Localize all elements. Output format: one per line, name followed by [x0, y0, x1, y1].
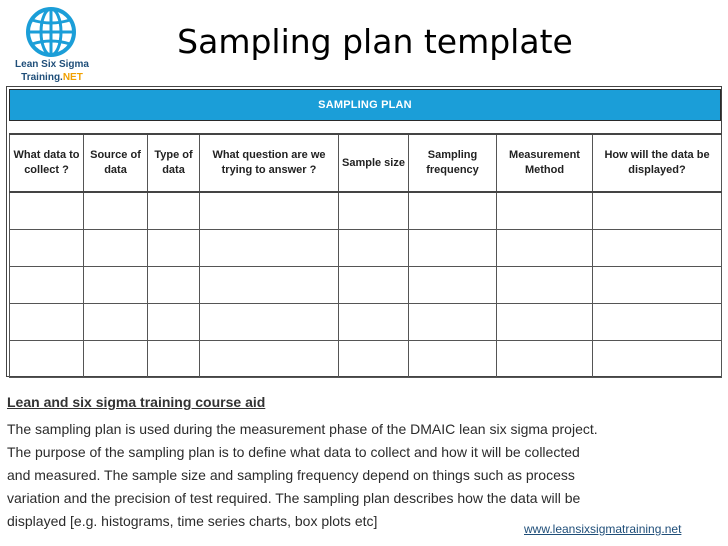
table-cell[interactable]	[497, 230, 593, 267]
table-cell[interactable]	[148, 230, 200, 267]
table-cell[interactable]	[497, 267, 593, 304]
table-cell[interactable]	[409, 230, 497, 267]
table-row	[10, 230, 722, 267]
table-cell[interactable]	[497, 304, 593, 341]
table-cell[interactable]	[200, 304, 339, 341]
table-cell[interactable]	[497, 192, 593, 230]
column-header: Type of data	[148, 134, 200, 192]
globe-icon	[24, 6, 78, 58]
column-header: Sample size	[339, 134, 409, 192]
description	[7, 418, 723, 533]
column-header: How will the data be displayed?	[593, 134, 722, 192]
table-cell[interactable]	[339, 192, 409, 230]
description-line: variation and the precision of test required. The sampling plan describes how the data will be	[7, 490, 581, 506]
column-header: What question are we trying to answer ?	[200, 134, 339, 192]
course-aid-heading: Lean and six sigma training course aid	[7, 394, 266, 410]
description-line: The sampling plan is used during the measurement phase of the DMAIC lean six sigma project.	[7, 421, 598, 437]
table-cell[interactable]	[409, 341, 497, 378]
table-cell[interactable]	[200, 341, 339, 378]
table-cell[interactable]	[84, 192, 148, 230]
table-cell[interactable]	[148, 304, 200, 341]
table-cell[interactable]	[10, 304, 84, 341]
logo-text-line1: Lean Six Sigma	[15, 59, 89, 70]
table-cell[interactable]	[200, 267, 339, 304]
table-cell[interactable]	[10, 192, 84, 230]
sampling-plan-table	[9, 133, 722, 378]
table-row	[10, 304, 722, 341]
logo-text-prefix: Training.	[21, 72, 63, 83]
website-link[interactable]: www.leansixsigmatraining.net	[524, 522, 682, 536]
table-cell[interactable]	[84, 341, 148, 378]
table-row	[10, 192, 722, 230]
logo	[6, 6, 96, 86]
table-cell[interactable]	[339, 304, 409, 341]
table-cell[interactable]	[593, 230, 722, 267]
table-cell[interactable]	[339, 341, 409, 378]
table-cell[interactable]	[200, 192, 339, 230]
table-cell[interactable]	[593, 341, 722, 378]
table-cell[interactable]	[339, 267, 409, 304]
table-cell[interactable]	[339, 230, 409, 267]
table-cell[interactable]	[409, 304, 497, 341]
page-title: Sampling plan template	[177, 22, 573, 61]
table-cell[interactable]	[148, 267, 200, 304]
column-header: Measurement Method	[497, 134, 593, 192]
table-row	[10, 267, 722, 304]
description-line: and measured. The sample size and sampling frequency depend on things such as process	[7, 467, 575, 483]
table-cell[interactable]	[409, 192, 497, 230]
column-header: Source of data	[84, 134, 148, 192]
table-cell[interactable]	[84, 304, 148, 341]
sampling-plan-banner-label: SAMPLING PLAN	[318, 99, 412, 111]
table-cell[interactable]	[200, 230, 339, 267]
logo-text-line2	[6, 72, 98, 83]
table-cell[interactable]	[497, 341, 593, 378]
sampling-plan-banner	[9, 89, 721, 121]
table-header-row	[10, 134, 722, 192]
table-cell[interactable]	[409, 267, 497, 304]
column-header: Sampling frequency	[409, 134, 497, 192]
table-cell[interactable]	[84, 230, 148, 267]
table-cell[interactable]	[10, 341, 84, 378]
column-header: What data to collect ?	[10, 134, 84, 192]
table-cell[interactable]	[593, 304, 722, 341]
description-line: The purpose of the sampling plan is to define what data to collect and how it will be collected	[7, 444, 580, 460]
table-cell[interactable]	[10, 267, 84, 304]
table-cell[interactable]	[10, 230, 84, 267]
table-row	[10, 341, 722, 378]
table-cell[interactable]	[148, 341, 200, 378]
description-line: displayed [e.g. histograms, time series charts, box plots etc]	[7, 513, 378, 529]
table-cell[interactable]	[148, 192, 200, 230]
table-cell[interactable]	[593, 192, 722, 230]
logo-text-net: NET	[62, 72, 83, 83]
table-cell[interactable]	[593, 267, 722, 304]
table-cell[interactable]	[84, 267, 148, 304]
